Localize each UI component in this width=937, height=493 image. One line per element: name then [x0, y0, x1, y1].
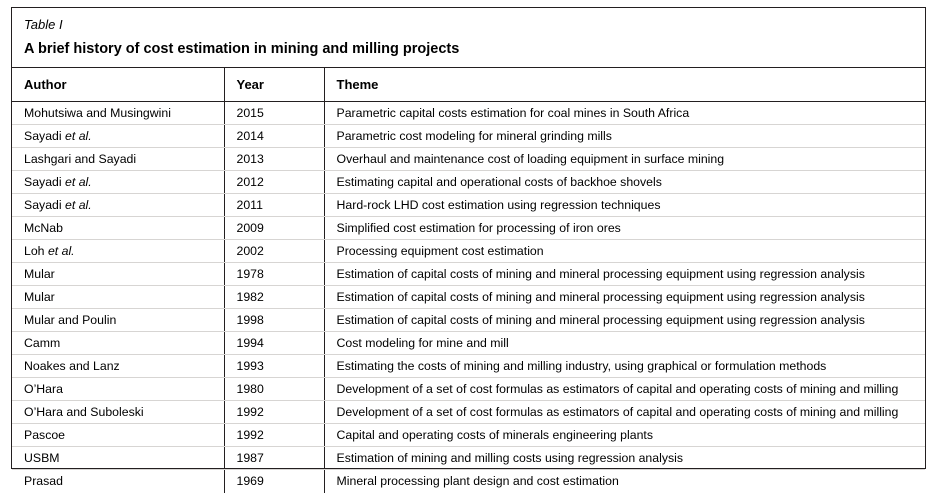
cell-author: USBM: [12, 447, 224, 470]
cell-year: 1980: [224, 378, 324, 401]
table-header-row: [12, 68, 925, 102]
cell-year: 1982: [224, 286, 324, 309]
cell-year: 2009: [224, 217, 324, 240]
cell-year: 2013: [224, 148, 324, 171]
cell-theme: Capital and operating costs of minerals engineering plants: [324, 424, 925, 447]
cell-author: Sayadi et al.: [12, 125, 224, 148]
cell-theme: Parametric capital costs estimation for coal mines in South Africa: [324, 102, 925, 125]
table-caption-title: A brief history of cost estimation in mining and milling projects: [24, 41, 460, 57]
table-row: [12, 263, 925, 286]
table-row: [12, 470, 925, 493]
cell-author: Camm: [12, 332, 224, 355]
cell-author: O’Hara: [12, 378, 224, 401]
column-header-theme: Theme: [324, 68, 925, 102]
author-et-al: et al.: [65, 128, 92, 143]
cell-theme: Parametric cost modeling for mineral grinding mills: [324, 125, 925, 148]
table-row: [12, 424, 925, 447]
cell-year: 1992: [224, 401, 324, 424]
table-row: [12, 401, 925, 424]
table-container: [11, 7, 926, 488]
cell-author: Mular: [12, 286, 224, 309]
cell-author: Prasad: [12, 470, 224, 493]
cell-year: 1978: [224, 263, 324, 286]
cell-year: 1994: [224, 332, 324, 355]
cell-theme: Mineral processing plant design and cost estimation: [336, 473, 619, 488]
table-row: [12, 447, 925, 470]
cell-theme: Estimating the costs of mining and milling industry, using graphical or formulation methods: [324, 355, 925, 378]
cell-year: 1969: [224, 470, 324, 493]
table-row: [12, 309, 925, 332]
cell-theme: Overhaul and maintenance cost of loading equipment in surface mining: [324, 148, 925, 171]
author-et-al: et al.: [65, 174, 92, 189]
author-et-al: et al.: [65, 197, 92, 212]
table-body: [12, 102, 925, 493]
cell-author: McNab: [12, 217, 224, 240]
cell-year: 2014: [224, 125, 324, 148]
cell-theme: Estimation of mining and milling costs using regression analysis: [324, 447, 925, 470]
table-row: [12, 102, 925, 125]
table-row: [12, 240, 925, 263]
cell-year: 1987: [224, 447, 324, 470]
table-row: [12, 355, 925, 378]
cell-theme: Development of a set of cost formulas as estimators of capital and operating costs of mining and milling: [324, 378, 925, 401]
cell-year: 2011: [224, 194, 324, 217]
cell-theme: Estimation of capital costs of mining and mineral processing equipment using regression analysis: [324, 286, 925, 309]
table-row: [12, 148, 925, 171]
history-table: [12, 68, 925, 493]
cell-author: Mular: [12, 263, 224, 286]
table-caption-label: Table I: [24, 17, 63, 32]
cell-author: O’Hara and Suboleski: [12, 401, 224, 424]
cell-theme: Estimating capital and operational costs of backhoe shovels: [324, 171, 925, 194]
author-et-al: et al.: [47, 243, 75, 258]
cell-theme: Development of a set of cost formulas as estimators of capital and operating costs of mining and milling: [324, 401, 925, 424]
table-row: [12, 332, 925, 355]
table-row: [12, 378, 925, 401]
cell-author: Pascoe: [12, 424, 224, 447]
column-header-year: Year: [224, 68, 324, 102]
cell-author: Mular and Poulin: [12, 309, 224, 332]
cell-theme: Estimation of capital costs of mining and mineral processing equipment using regression analysis: [324, 263, 925, 286]
table-row: [12, 194, 925, 217]
cell-author: Lashgari and Sayadi: [12, 148, 224, 171]
cell-author: Mohutsiwa and Musingwini: [12, 102, 224, 125]
cell-author: Noakes and Lanz: [12, 355, 224, 378]
table-row: [12, 217, 925, 240]
cell-theme: Simplified cost estimation for processing of iron ores: [324, 217, 925, 240]
cell-year: 1992: [224, 424, 324, 447]
column-header-author: Author: [12, 68, 224, 102]
cell-year: 2012: [224, 171, 324, 194]
cell-theme: Processing equipment cost estimation: [324, 240, 925, 263]
table-row: [12, 286, 925, 309]
table-row: [12, 171, 925, 194]
cell-theme: Hard-rock LHD cost estimation using regression techniques: [324, 194, 925, 217]
cell-author: Loh et al.: [12, 240, 224, 263]
cell-theme: Cost modeling for mine and mill: [324, 332, 925, 355]
cell-year: 2015: [224, 102, 324, 125]
cell-year: 2002: [224, 240, 324, 263]
table-row: [12, 125, 925, 148]
cell-author: Sayadi et al.: [12, 171, 224, 194]
cell-year: 1993: [224, 355, 324, 378]
cell-author: Sayadi et al.: [12, 194, 224, 217]
cell-theme: Estimation of capital costs of mining and mineral processing equipment using regression analysis: [324, 309, 925, 332]
cell-year: 1998: [224, 309, 324, 332]
